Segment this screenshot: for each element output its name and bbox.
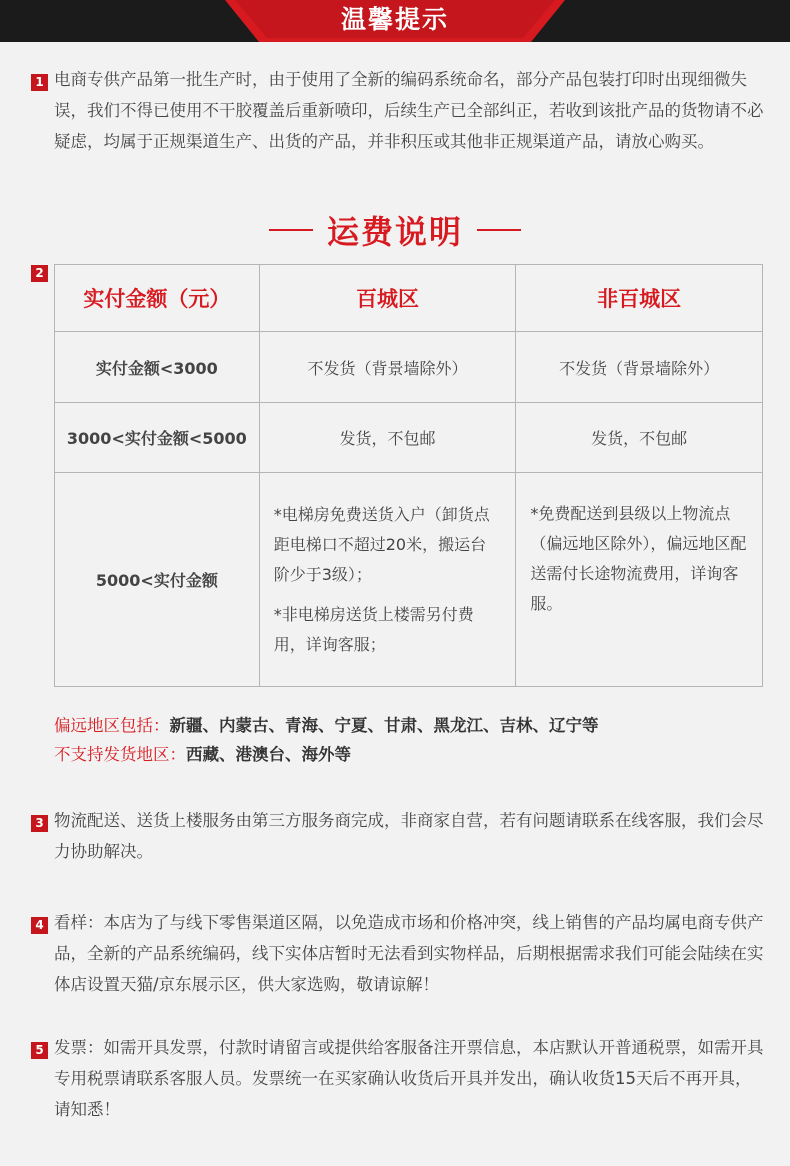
table-cell: 不发货（背景墙除外） — [259, 332, 516, 403]
note-number-5: 5 — [31, 1042, 48, 1059]
remote-areas-label: 偏远地区包括： — [54, 716, 170, 735]
note-number-2: 2 — [31, 265, 48, 282]
remote-areas-value: 新疆、内蒙古、青海、宁夏、甘肃、黑龙江、吉林、辽宁等 — [169, 716, 599, 735]
row-label: 5000<实付金额 — [55, 473, 260, 687]
note-5-text: 发票：如需开具发票，付款时请留言或提供给客服备注开票信息，本店默认开普通税票，如需开具专用税票请联系客服人员。发票统一在买家确认收货后开具并发出，确认收货15天后不再开具，请知悉！ — [54, 1038, 764, 1119]
note-number-4: 4 — [31, 917, 48, 934]
unsupported-areas-value: 西藏、港澳台、海外等 — [186, 745, 351, 764]
shipping-section-title — [0, 207, 790, 257]
table-row — [55, 473, 763, 687]
title-line-right — [477, 229, 521, 231]
table-cell — [259, 473, 516, 687]
unsupported-areas — [54, 743, 351, 767]
shipping-fee-table — [54, 264, 763, 687]
cell-content — [516, 499, 762, 619]
table-row — [55, 403, 763, 473]
table-header-row — [55, 265, 763, 332]
cell-paragraph: *免费配送到县级以上物流点（偏远地区除外），偏远地区配送需付长途物流费用，详询客服。 — [530, 504, 747, 613]
title-line-left — [269, 229, 313, 231]
header-cell-non-hundred-cities: 非百城区 — [516, 265, 763, 332]
table-cell — [516, 473, 763, 687]
header-cell-amount: 实付金额（元） — [55, 265, 260, 332]
cell-paragraph: *非电梯房送货上楼需另付费用，详询客服； — [273, 604, 474, 654]
unsupported-areas-label: 不支持发货地区： — [54, 745, 186, 764]
header-bar — [0, 0, 790, 42]
table-cell: 发货，不包邮 — [259, 403, 516, 473]
cell-content — [260, 500, 516, 660]
header-cell-hundred-cities: 百城区 — [259, 265, 516, 332]
shipping-title-text: 运费说明 — [326, 213, 463, 251]
note-1-text: 电商专供产品第一批生产时，由于使用了全新的编码系统命名，部分产品包装打印时出现细微失误，我们不得已使用不干胶覆盖后重新喷印，后续生产已全部纠正，若收到该批产品的货物请不必疑虑，均属于正规渠道生产、出货的产品，并非积压或其他非正规渠道产品，请放心购买。 — [54, 70, 764, 151]
row-label: 实付金额<3000 — [55, 332, 260, 403]
cell-paragraph: *电梯房免费送货入户（卸货点距电梯口不超过20米，搬运台阶少于3级）； — [273, 504, 490, 584]
table-cell: 发货，不包邮 — [516, 403, 763, 473]
note-number-3: 3 — [31, 815, 48, 832]
page-title: 温馨提示 — [340, 5, 449, 34]
remote-areas — [54, 714, 599, 738]
table-row — [55, 332, 763, 403]
note-number-1: 1 — [31, 74, 48, 91]
note-3-text: 物流配送、送货上楼服务由第三方服务商完成，非商家自营，若有问题请联系在线客服，我们会尽力协助解决。 — [54, 811, 764, 861]
row-label: 3000<实付金额<5000 — [55, 403, 260, 473]
note-4-text: 看样：本店为了与线下零售渠道区隔，以免造成市场和价格冲突，线上销售的产品均属电商专供产品，全新的产品系统编码，线下实体店暂时无法看到实物样品，后期根据需求我们可能会陆续在实体店设置天猫/京东展示区，供大家选购，敬请谅解！ — [54, 913, 764, 994]
table-cell: 不发货（背景墙除外） — [516, 332, 763, 403]
